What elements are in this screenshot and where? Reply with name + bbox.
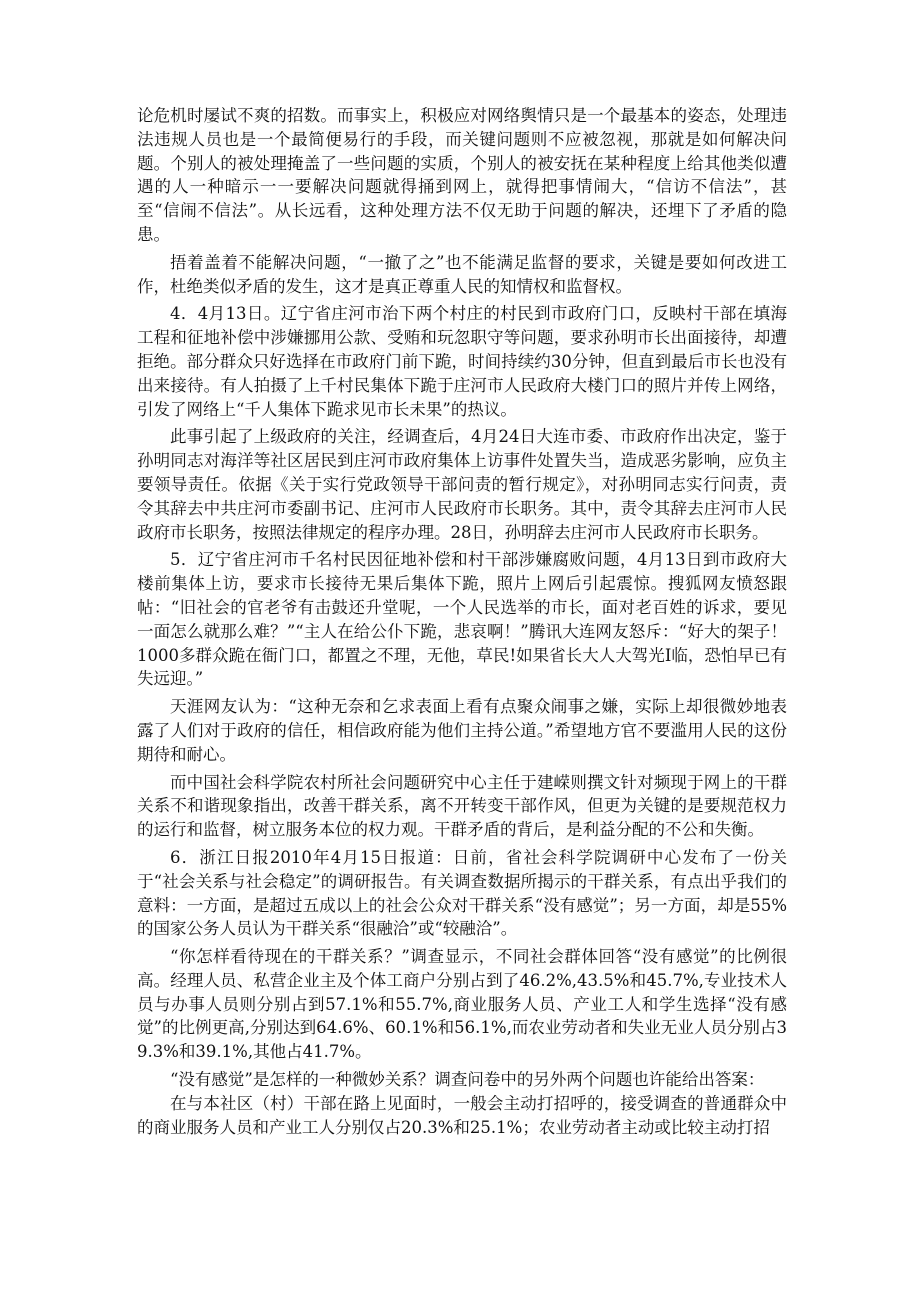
paragraph-5: 5．辽宁省庄河市千名村民因征地补偿和村干部涉嫌腐败问题，4月13日到市政府大楼前集体上访，要求市长接待无果后集体下跪，照片上网后引起震惊。搜狐网友愤怒跟帖：“旧社会的官老爷有击鼓还升堂呢，一个人民选举的市长，面对老百姓的诉求，要见一面怎么就那么难？”“主人在给公仆下跪，悲哀啊！”腾讯大连网友怒斥：“好大的架子！1000多群众跪在衙门口，都置之不理，无他，草民!如果省长大人大驾光Ⅰ临，恐怕早已有失远迎。” (137, 550, 787, 689)
paragraph-11: 在与本社区（村）干部在路上见面时，一般会主动打招呼的，接受调查的普通群众中的商业服务人员和产业工人分别仅占20.3%和25.1%；农业劳动者主动或比较主动打招 (137, 1093, 787, 1137)
paragraph-10: “没有感觉”是怎样的一种微妙关系？调查问卷中的另外两个问题也许能给出答案： (170, 1070, 765, 1090)
document-page (137, 104, 787, 1139)
paragraph-9: “你怎样看待现在的干群关系？”调查显示，不同社会群体回答“没有感觉”的比例很高。经理人员、私营企业主及个体工商户分别占到了46.2%,43.5%和45.7%,专业技术人员与办事人员则分别占到57.1%和55.7%,商业服务人员、产业工人和学生选择“没有感觉”的比例更高,分别达到64.6%、60.1%和56.1%,而农业劳动者和失业无业人员分别占39.3%和39.1%,其他占41.7%。 (137, 947, 787, 1062)
paragraph-1: 论危机时屡试不爽的招数。而事实上，积极应对网络舆情只是一个最基本的姿态，处理违法违规人员也是一个最简便易行的手段，而关键问题则不应被忽视，那就是如何解决问题。个别人的被处理掩盖了一些问题的实质，个别人的被安抚在某种程度上给其他类似遭遇的人一种暗示一一要解决问题就得捅到网上，就得把事情闹大，“信访不信法”，甚至“信闹不信法”。从长远看，这种处理方法不仅无助于问题的解决，还埋下了矛盾的隐患。 (137, 106, 787, 244)
paragraph-7: 而中国社会科学院农村所社会问题研究中心主任于建嵘则撰文针对频现于网上的干群关系不和谐现象指出，改善干群关系，离不开转变干部作风，但更为关键的是要规范权力的运行和监督，树立服务本位的权力观。干群矛盾的背后，是利益分配的不公和失衡。 (137, 772, 787, 840)
paragraph-3: 4．4月13日。辽宁省庄河市治下两个村庄的村民到市政府门口，反映村干部在填海工程和征地补偿中涉嫌挪用公款、受贿和玩忽职守等问题，要求孙明市长出面接待，却遭拒绝。部分群众只好选择在市政府门前下跪，时间持续约30分钟，但直到最后市长也没有出来接待。有人拍摄了上千村民集体下跪于庄河市人民政府大楼门口的照片并传上网络，引发了网络上“千人集体下跪求见市长未果”的热议。 (137, 304, 787, 419)
paragraph-8: 6．浙江日报2010年4月15日报道：日前，省社会科学院调研中心发布了一份关于“社会关系与社会稳定”的调研报告。有关调查数据所揭示的干群关系，有点出乎我们的意料：一方面，是超过五成以上的社会公众对干群关系“没有感觉”；另一方面，却是55%的国家公务人员认为干群关系“很融洽”或“较融洽”。 (137, 847, 787, 939)
paragraph-4: 此事引起了上级政府的关注，经调查后，4月24日大连市委、市政府作出决定，鉴于孙明同志对海洋等社区居民到庄河市政府集体上访事件处置失当，造成恶劣影响，应负主要领导责任。依据《关于实行党政领导干部问责的暂行规定》，对孙明同志实行问责，责令其辞去中共庄河市委副书记、庄河市人民政府市长职务。其中，责令其辞去庄河市人民政府市长职务，按照法律规定的程序办理。28日，孙明辞去庄河市人民政府市长职务。 (137, 427, 787, 542)
paragraph-6: 天涯网友认为：“这种无奈和乞求表面上看有点聚众闹事之嫌，实际上却很微妙地表露了人们对于政府的信任，相信政府能为他们主持公道。”希望地方官不要滥用人民的这份期待和耐心。 (137, 697, 787, 764)
paragraph-2: 捂着盖着不能解决问题，“一撤了之”也不能满足监督的要求，关键是要如何改进工作，杜绝类似矛盾的发生，这才是真正尊重人民的知情权和监督权。 (137, 252, 787, 296)
